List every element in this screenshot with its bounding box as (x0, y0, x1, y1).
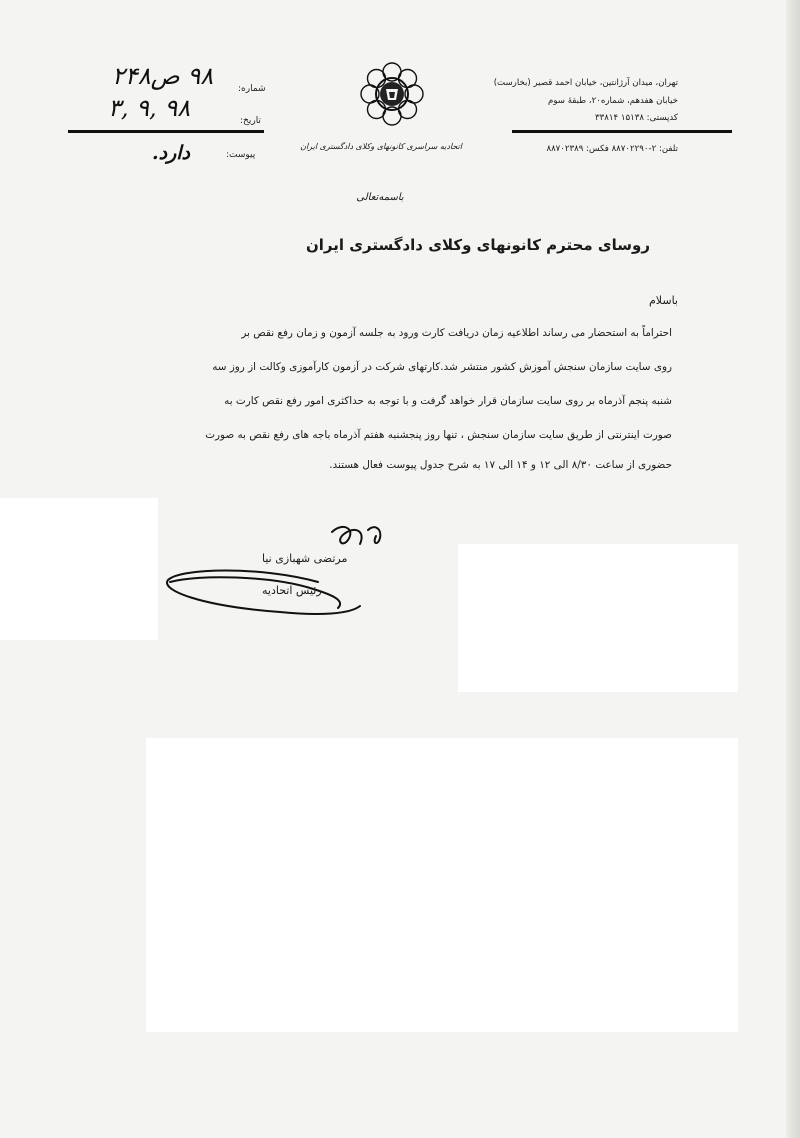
number-label: شماره: (238, 84, 266, 94)
date-label: تاریخ: (240, 116, 261, 126)
body-line: روی سایت سازمان سنجش آموزش کشور منتشر شد.کارتهای شرکت در آزمون کارآموزی وکالت از روز سه (212, 361, 672, 373)
signer-name: مرتضی شهبازی نیا (262, 552, 348, 565)
redaction-block (0, 498, 158, 640)
phone-fax: تلفن: ۲-۸۸۷۰۲۲۹۰ فکس: ۸۸۷۰۲۳۸۹ (546, 144, 678, 154)
basmala: باسمه‌تعالی (356, 192, 404, 203)
org-name: اتحادیه سراسری کانونهای وکلای دادگستری ایران (300, 142, 462, 151)
handwritten-signature (160, 510, 400, 640)
signer-title: رئیس اتحادیه (262, 584, 322, 597)
body-line: شنبه پنجم آذرماه بر روی سایت سازمان قرار خواهد گرفت و با توجه به حداکثری امور رفع نقص کارت به (224, 395, 672, 407)
body-line: احتراماً به استحضار می رساند اطلاعیه زمان دریافت کارت ورود به جلسه آزمون و زمان رفع نقص بر (241, 327, 672, 339)
recipient: روسای محترم کانونهای وکلای دادگستری ایران (305, 236, 650, 254)
body-line: صورت اینترنتی از طریق سایت سازمان سنجش ، تنها روز پنجشنبه هفتم آذرماه باجه های رفع نقص به صورت (205, 429, 672, 441)
postal-code: کدپستی: ۱۵۱۳۸ ۳۳۸۱۴ (595, 113, 678, 123)
bar-association-emblem (356, 58, 428, 130)
attachment-value: دارد. (152, 142, 190, 164)
body-line: حضوری از ساعت ۸/۳۰ الی ۱۲ و ۱۴ الی ۱۷ به شرح جدول پیوست فعال هستند. (329, 459, 672, 471)
address-line-2: خیابان هفدهم، شماره۲۰، طبقهٔ سوم (548, 96, 678, 106)
attachment-label: پیوست: (226, 150, 256, 160)
letter-number: ۹۸ ص۲۴۸ (112, 62, 214, 90)
header-rule-right (512, 130, 732, 133)
letter-date: ۹۸ ,۹ ,۳ (108, 94, 191, 122)
redaction-block (458, 544, 738, 692)
scan-edge-shadow (786, 0, 800, 1138)
header-rule-left (68, 130, 264, 133)
address-line-1: تهران، میدان آرژانتین، خیابان احمد قصیر (بخارست) (493, 78, 678, 88)
redaction-block (146, 738, 738, 1032)
greeting: باسلام (648, 294, 678, 307)
